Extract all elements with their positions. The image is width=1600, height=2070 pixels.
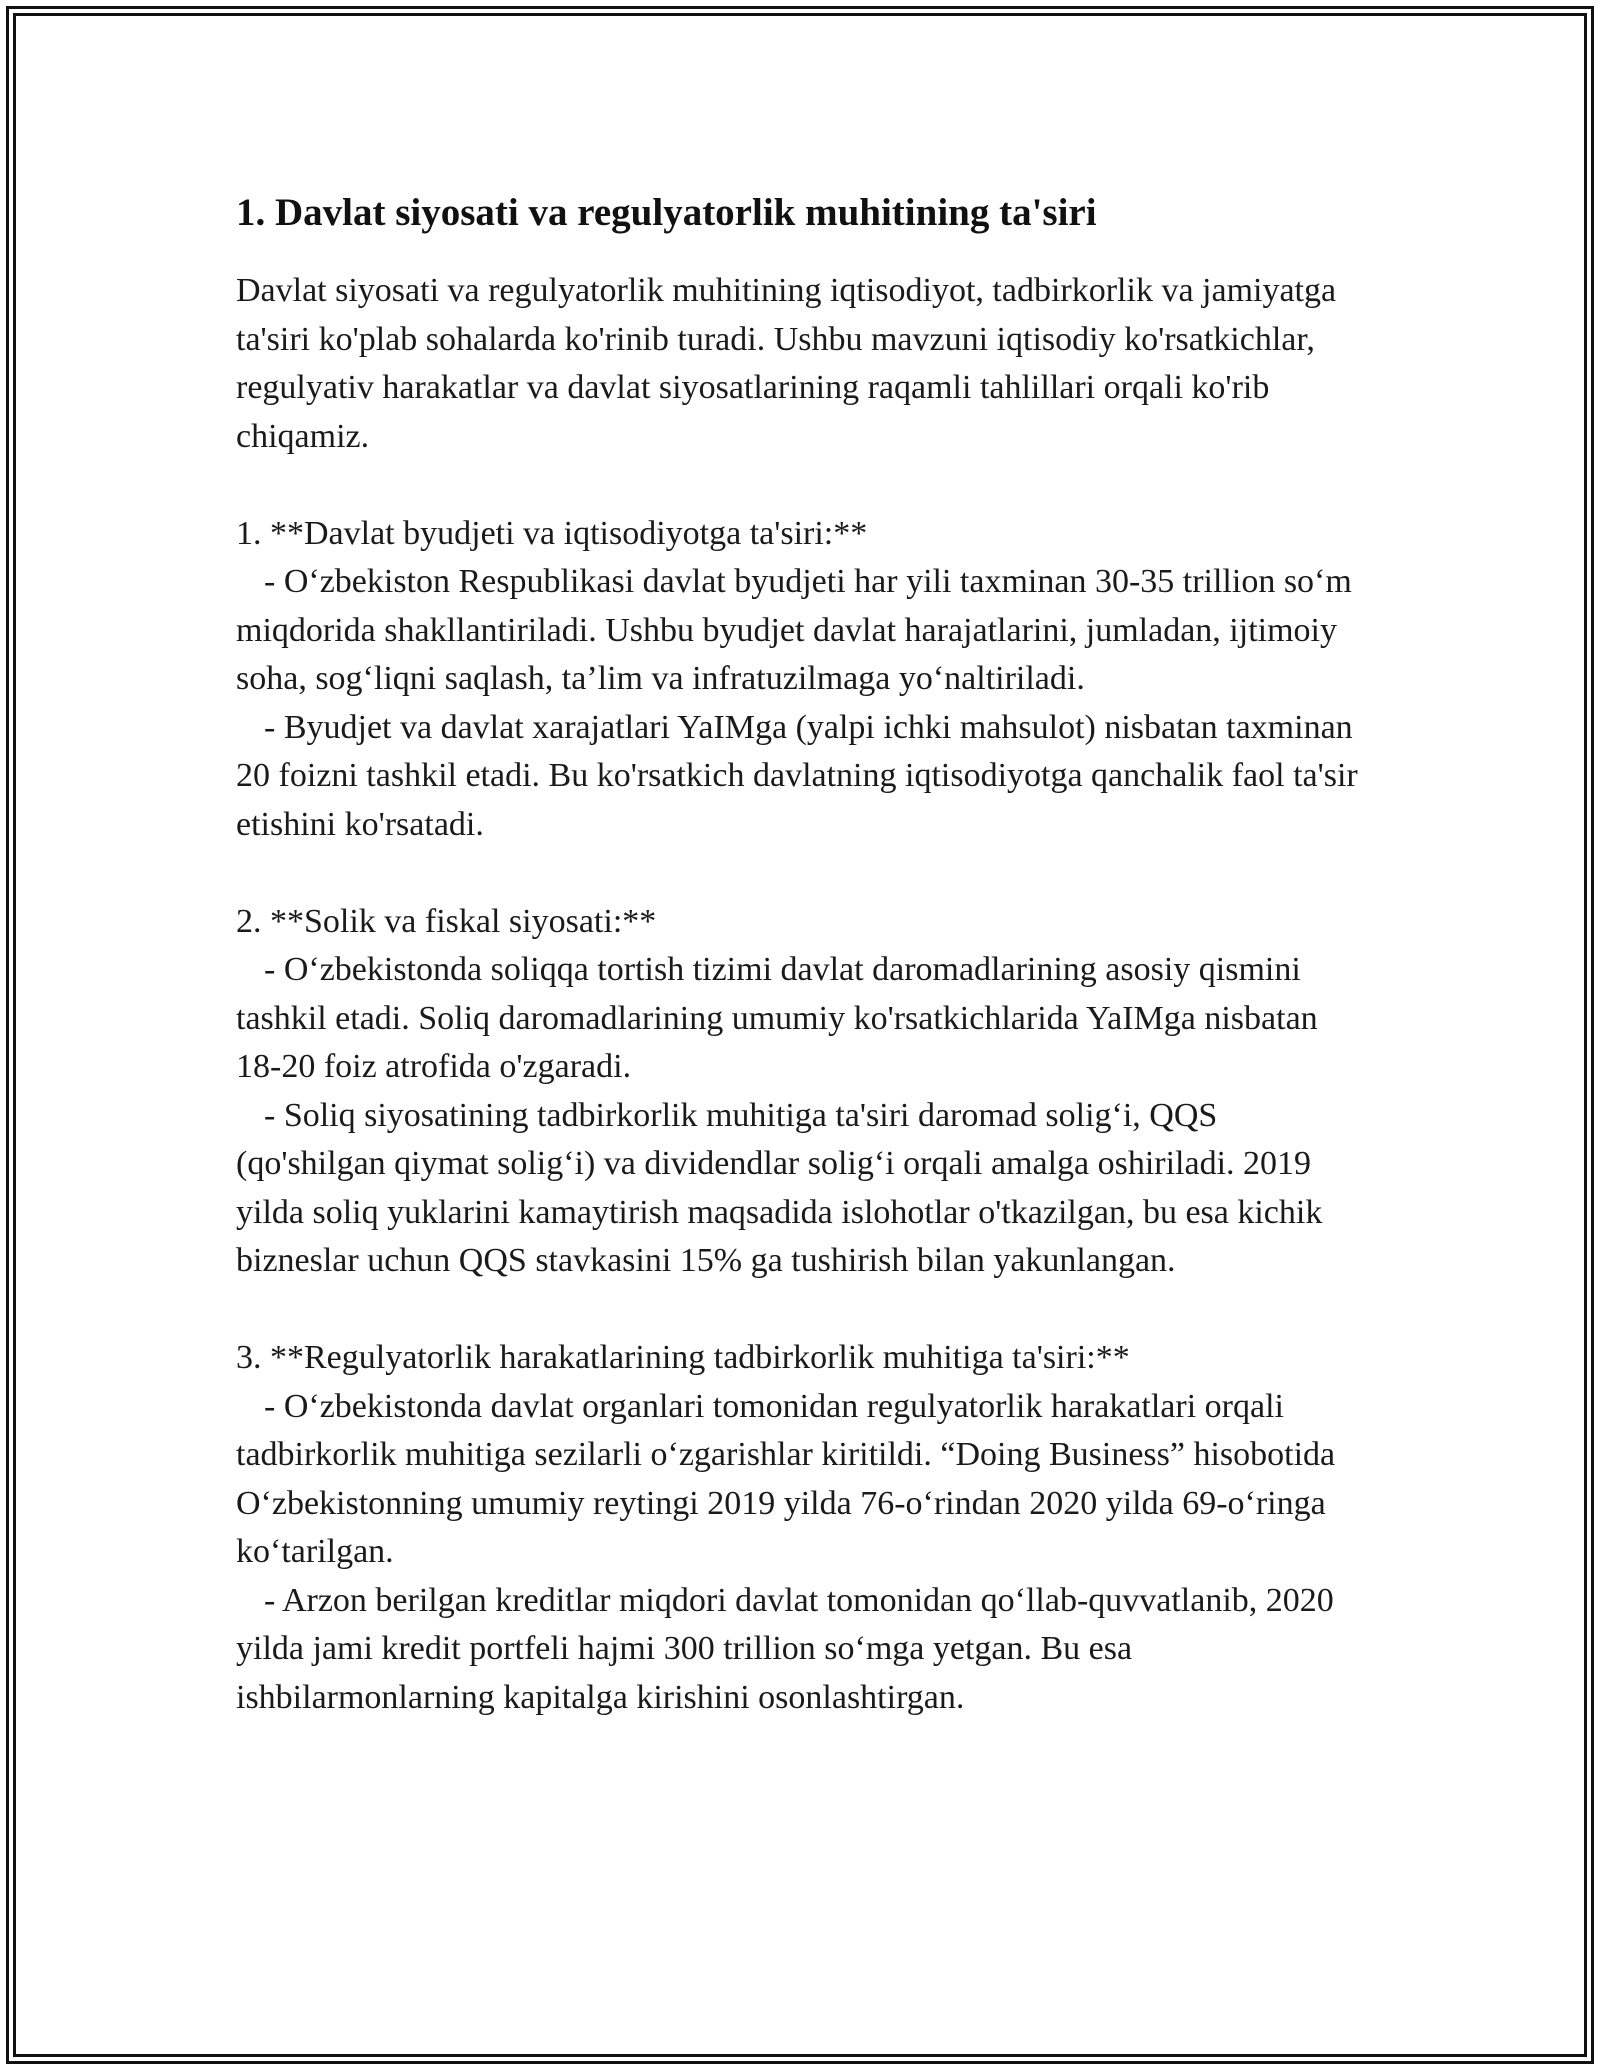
- section-title: 1. **Davlat byudjeti va iqtisodiyotga ta'siri:**: [236, 514, 868, 552]
- section-budget: [236, 510, 1366, 850]
- section-regulatory: [236, 1334, 1366, 1722]
- bullet-item: - Arzon berilgan kreditlar miqdori davlat tomonidan qo‘llab-quvvatlanib, 2020 yilda jami kredit portfeli hajmi 300 trillion so‘mga yetgan. Bu esa ishbilarmonlarning kapitalga kirishini osonlashtirgan.: [236, 1581, 1334, 1716]
- bullet-item: - Soliq siyosatining tadbirkorlik muhitiga ta'siri daromad solig‘i, QQS (qo'shilgan qiymat solig‘i) va dividendlar solig‘i orqali amalga oshiriladi. 2019 yilda soliq yuklarini kamaytirish maqsadida islohotlar o'tkazilgan, bu esa kichik bizneslar uchun QQS stavkasini 15% ga tushirish bilan yakunlangan.: [236, 1096, 1323, 1279]
- bullet-item: - Byudjet va davlat xarajatlari YaIMga (yalpi ichki mahsulot) nisbatan taxminan 20 foizni tashkil etadi. Bu ko'rsatkich davlatning iqtisodiyotga qanchalik faol ta'sir etishini ko'rsatadi.: [236, 708, 1358, 843]
- document-body: [236, 185, 1366, 1722]
- intro-paragraph: Davlat siyosati va regulyatorlik muhitining iqtisodiyot, tadbirkorlik va jamiyatga ta'siri ko'plab sohalarda ko'rinib turadi. Ushbu mavzuni iqtisodiy ko'rsatkichlar, regulyativ harakatlar va davlat siyosatlarining raqamli tahlillari orqali ko'rib chiqamiz.: [236, 272, 1337, 455]
- bullet-item: - O‘zbekistonda soliqqa tortish tizimi davlat daromadlarining asosiy qismini tashkil etadi. Soliq daromadlarining umumiy ko'rsatkichlarida YaIMga nisbatan 18-20 foiz atrofida o'zgaradi.: [236, 951, 1318, 1085]
- bullet-item: - O‘zbekistonda davlat organlari tomonidan regulyatorlik harakatlari orqali tadbirkorlik muhitiga sezilarli o‘zgarishlar kiritildi. “Doing Business” hisobotida O‘zbekistonning umumiy reytingi 2019 yilda 76-o‘rindan 2020 yilda 69-o‘ringa ko‘tarilgan.: [236, 1387, 1336, 1570]
- section-title: 2. **Solik va fiskal siyosati:**: [236, 902, 657, 940]
- bullet-item: - O‘zbekiston Respublikasi davlat byudjeti har yili taxminan 30-35 trillion so‘m miqdorida shakllantiriladi. Ushbu byudjet davlat harajatlarini, jumladan, ijtimoiy soha, sog‘liqni saqlash, ta’lim va infratuzilmaga yo‘naltiriladi.: [236, 563, 1352, 697]
- section-heading: 1. Davlat siyosati va regulyatorlik muhitining ta'siri: [236, 191, 1097, 234]
- section-tax: [236, 898, 1366, 1286]
- section-title: 3. **Regulyatorlik harakatlarining tadbirkorlik muhitiga ta'siri:**: [236, 1339, 1130, 1376]
